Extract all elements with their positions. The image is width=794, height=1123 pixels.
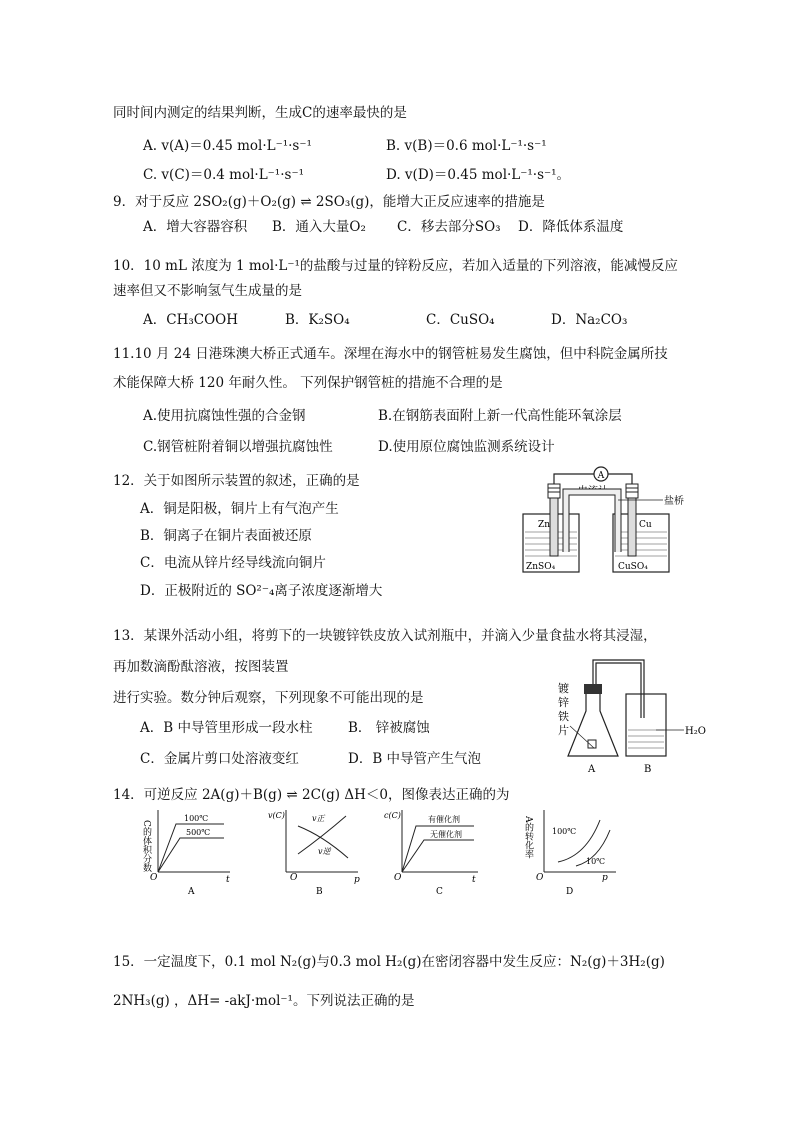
sample-label-3: 铁 <box>558 710 569 723</box>
svg-text:O: O <box>394 873 402 883</box>
graph-a-curve2: 500℃ <box>186 828 211 837</box>
q9-option-a: A．增大容器容积 <box>143 219 248 235</box>
svg-text:p: p <box>602 873 608 883</box>
salt-bridge-label: 盐桥 <box>664 496 684 507</box>
q13-option-d: D．B 中导管产生气泡 <box>348 751 482 767</box>
q13-option-a: A．B 中导管里形成一段水柱 <box>140 720 313 736</box>
graph-c-curve1: 有催化剂 <box>428 815 460 824</box>
ammeter-symbol: A <box>597 471 605 481</box>
flask-a-label: A <box>588 764 596 775</box>
q12-option-b: B．铜离子在铜片表面被还原 <box>140 528 312 544</box>
q8-option-d: D. v(D)＝0.45 mol·L⁻¹·s⁻¹。 <box>386 167 571 183</box>
graph-c-ylabel: c(C) <box>384 811 401 820</box>
graph-d-caption: D <box>566 887 574 897</box>
q9-stem: 9．对于反应 2SO₂(g)＋O₂(g) ⇌ 2SO₃(g)，能增大正反应速率的措施是 <box>113 194 545 210</box>
q12-option-a: A．铜是阳极，铜片上有气泡产生 <box>140 501 339 517</box>
graph-a-caption: A <box>188 887 195 897</box>
q14-stem: 14．可逆反应 2A(g)＋B(g) ⇌ 2C(g) ΔH＜0，图像表达正确的为 <box>113 787 510 803</box>
q9-option-b: B．通入大量O₂ <box>272 219 366 235</box>
svg-text:p: p <box>354 875 360 885</box>
q11-stem-line2: 术能保障大桥 120 年耐久性。 下列保护钢管桩的措施不合理的是 <box>113 375 503 391</box>
q11-stem-line1: 11.10 月 24 日港珠澳大桥正式通车。深埋在海水中的钢管桩易发生腐蚀，但中科院金属所技 <box>113 346 668 362</box>
graph-a-curve1: 100℃ <box>184 814 209 823</box>
q11-option-d: D.使用原位腐蚀监测系统设计 <box>378 439 555 455</box>
flask-apparatus-figure <box>556 656 716 778</box>
sample-label-4: 片 <box>558 724 569 737</box>
graph-c-curve2: 无催化剂 <box>430 830 462 839</box>
q13-stem-line3: 进行实验。数分钟后观察，下列现象不可能出现的是 <box>113 690 424 706</box>
q12-option-c: C．电流从锌片经导线流向铜片 <box>140 555 326 571</box>
q11-option-b: B.在钢筋表面附上新一代高性能环氧涂层 <box>378 408 622 424</box>
svg-text:O: O <box>536 873 544 883</box>
graph-d-curve2: 10℃ <box>586 857 606 866</box>
graph-d-ylabel: A的转化率 <box>523 816 533 859</box>
graph-b-curve2: v逆 <box>318 847 331 856</box>
q8-option-b: B. v(B)＝0.6 mol·L⁻¹·s⁻¹ <box>386 138 547 154</box>
graph-d <box>523 806 622 897</box>
q9-option-c: C．移去部分SO₃ <box>397 219 501 235</box>
water-label: H₂O <box>685 726 706 737</box>
graph-b-caption: B <box>316 887 323 897</box>
q10-stem-line1: 10．10 mL 浓度为 1 mol·L⁻¹的盐酸与过量的锌粉反应，若加入适量的下列溶液，能减慢反应 <box>113 258 678 274</box>
q13-option-b: B． 锌被腐蚀 <box>348 720 430 736</box>
q13-option-c: C．金属片剪口处溶液变红 <box>140 751 299 767</box>
graph-b <box>268 806 364 896</box>
graph-a-ylabel: C的体积分数 <box>141 820 151 872</box>
svg-text:t: t <box>226 875 230 885</box>
zn-label: Zn <box>538 520 551 530</box>
sample-label-2: 锌 <box>558 696 569 709</box>
q10-option-c: C．CuSO₄ <box>426 312 495 328</box>
q12-stem: 12．关于如图所示装置的叙述，正确的是 <box>113 473 360 489</box>
svg-text:t: t <box>472 875 476 885</box>
q11-option-a: A.使用抗腐蚀性强的合金钢 <box>143 408 306 424</box>
svg-text:O: O <box>150 873 158 883</box>
graph-d-curve1: 100℃ <box>552 827 577 836</box>
graph-b-curve1: v正 <box>312 814 325 823</box>
q12-option-d: D．正极附近的 SO²⁻₄离子浓度逐渐增大 <box>140 583 383 599</box>
q9-option-d: D．降低体系温度 <box>518 219 624 235</box>
graph-a <box>140 806 236 896</box>
q11-option-c: C.钢管桩附着铜以增强抗腐蚀性 <box>143 439 333 455</box>
q8-option-c: C. v(C)＝0.4 mol·L⁻¹·s⁻¹ <box>143 167 304 183</box>
beaker-b-label: B <box>644 764 652 775</box>
q10-stem-line2: 速率但又不影响氢气生成量的是 <box>113 283 302 299</box>
znso4-label: ZnSO₄ <box>526 562 556 572</box>
cuso4-label: CuSO₄ <box>618 562 648 572</box>
q8-stem-tail: 同时间内测定的结果判断，生成C的速率最快的是 <box>113 105 407 121</box>
q10-option-d: D．Na₂CO₃ <box>551 312 628 328</box>
sample-label-1: 镀 <box>558 682 569 695</box>
cu-label: Cu <box>639 520 652 530</box>
galvanic-cell-figure <box>518 462 698 577</box>
q15-stem-line1: 15．一定温度下，0.1 mol N₂(g)与0.3 mol H₂(g)在密闭容器中发生反应：N₂(g)＋3H₂(g) <box>113 954 665 970</box>
q13-stem-line1: 13．某课外活动小组，将剪下的一块镀锌铁皮放入试剂瓶中，并滴入少量食盐水将其浸湿， <box>113 628 657 644</box>
q8-option-a: A. v(A)＝0.45 mol·L⁻¹·s⁻¹ <box>143 138 312 154</box>
q15-stem-line2: 2NH₃(g) ，ΔH= -akJ·mol⁻¹。下列说法正确的是 <box>113 993 415 1009</box>
graph-b-ylabel: v(C) <box>268 811 285 820</box>
meter-label: 电流计 <box>578 486 608 497</box>
graph-c <box>384 806 484 896</box>
svg-text:O: O <box>290 873 298 883</box>
graph-c-caption: C <box>436 887 443 897</box>
q10-option-b: B．K₂SO₄ <box>285 312 350 328</box>
q13-stem-line2: 再加数滴酚酞溶液，按图装置 <box>113 659 289 675</box>
q10-option-a: A．CH₃COOH <box>143 312 239 328</box>
